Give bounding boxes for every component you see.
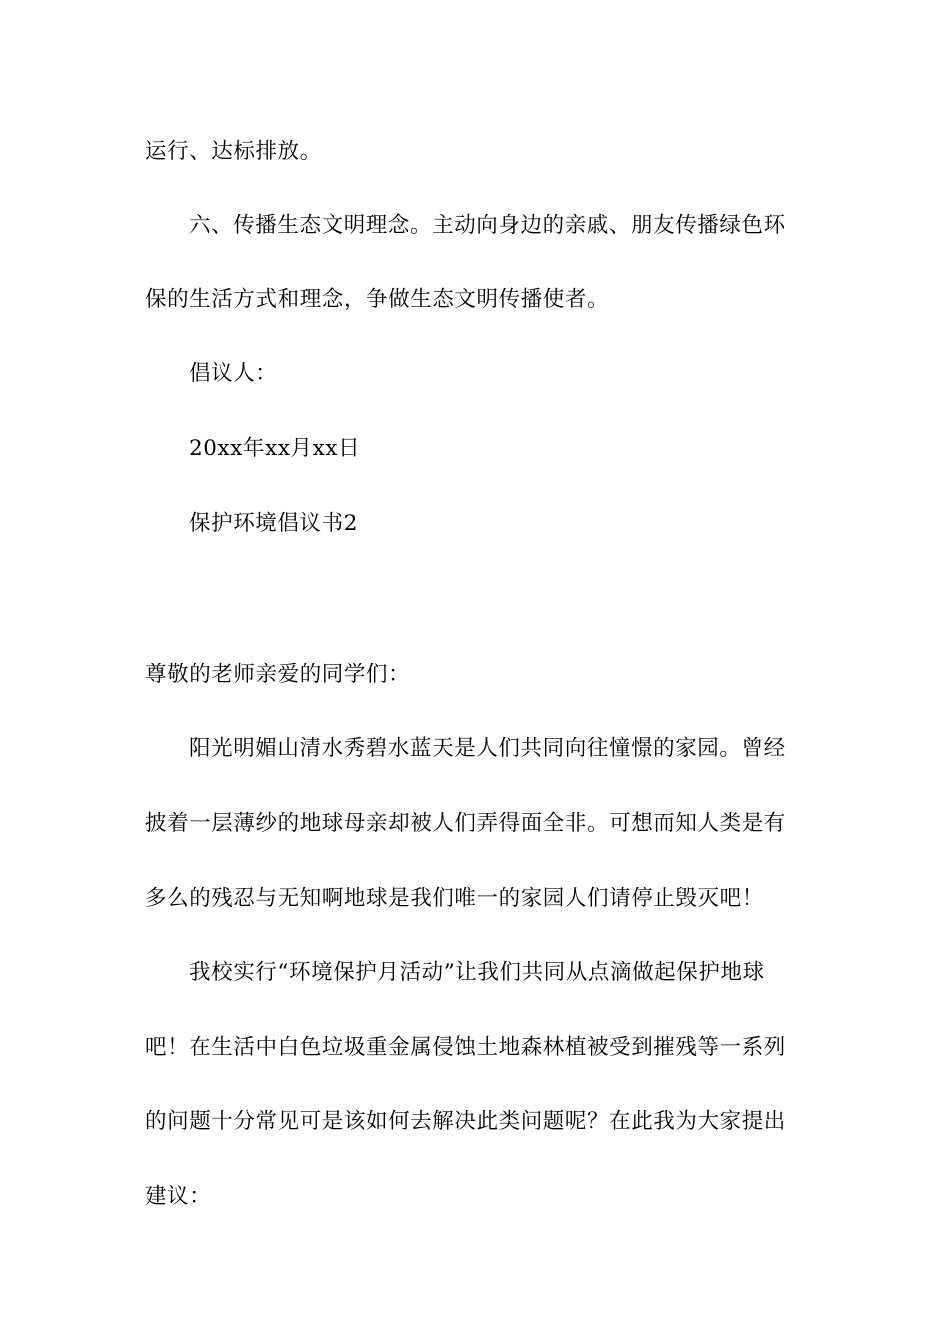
paragraph-line: 运行、达标排放。: [145, 139, 322, 164]
paragraph-line: 多么的残忍与无知啊地球是我们唯一的家园人们请停止毁灭吧！: [145, 886, 764, 911]
paragraph-line: 的问题十分常见可是该如何去解决此类问题呢？在此我为大家提出: [145, 1109, 786, 1134]
initiator-label: 倡议人：: [189, 361, 278, 386]
paragraph-line: 吧！在生活中白色垃圾重金属侵蚀土地森林植被受到摧残等一系列: [145, 1035, 786, 1060]
salutation: 尊敬的老师亲爱的同学们：: [145, 662, 411, 687]
paragraph-line: 六、传播生态文明理念。主动向身边的亲戚、朋友传播绿色环: [189, 213, 786, 238]
date-line: 20xx年xx月xx日: [189, 436, 361, 461]
paragraph-line: 阳光明媚山清水秀碧水蓝天是人们共同向往憧憬的家园。曾经: [189, 736, 786, 761]
paragraph-line: 我校实行“环境保护月活动”让我们共同从点滴做起保护地球: [189, 960, 765, 985]
paragraph-line: 保的生活方式和理念，争做生态文明传播使者。: [145, 287, 610, 312]
paragraph-line: 披着一层薄纱的地球母亲却被人们弄得面全非。可想而知人类是有: [145, 811, 786, 836]
paragraph-line: 建议：: [145, 1184, 212, 1209]
section-title: 保护环境倡议书2: [189, 511, 358, 536]
